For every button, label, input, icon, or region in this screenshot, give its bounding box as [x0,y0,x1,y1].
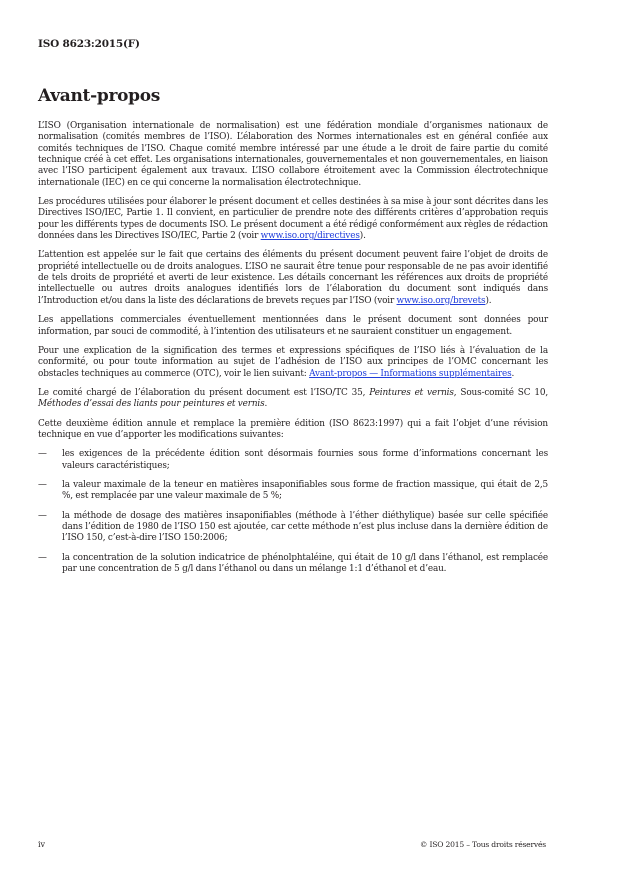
paragraph-text: ). [359,231,366,242]
patents-link[interactable]: www.iso.org/brevets [396,295,486,306]
paragraph-text: , Sous-comité SC 10, [453,387,548,398]
list-item [38,511,548,545]
paragraph-text: L’attention est appelée sur le fait que certains des éléments du présent document peuvent faire l’objet de droits de propriété intellectuelle ou de droits analogues. L’ISO ne saurait être tenue pour responsable de ne pas avoir identifié de tels droits de propriété et averti de leur existence. Les détails concernant les références aux droits de propriété intellectuelle ou autres droits analogues identifiés lors de l’élaboration du document sont indiqués dans l’Introduction et/ou dans la liste des déclarations de brevets reçues par l’ISO (voir [38,250,548,306]
dash-bullet-icon: — [38,510,47,521]
paragraph-text: ). [485,295,492,306]
list-item [38,449,548,472]
foreword-body [38,121,548,583]
list-item-text: la valeur maximale de la teneur en matières insaponifiables sous forme de fraction massique, qui était de 2,5 %, est remplacée par une valeur maximale de 5 %; [62,479,548,502]
directives-link[interactable]: www.iso.org/directives [260,231,360,242]
page-number: iv [38,840,46,849]
list-item [38,480,548,503]
document-identifier: ISO 8623:2015(F) [38,38,140,50]
dash-bullet-icon: — [38,552,47,563]
list-item [38,553,548,576]
committee-title: Peintures et vernis [369,387,454,398]
paragraph-committee [38,388,548,411]
changes-list [38,449,548,575]
subcommittee-title: Méthodes d’essai des liants pour peintures et vernis [38,399,265,410]
paragraph-text: . [511,368,515,379]
paragraph-text: Le comité chargé de l’élaboration du présent document est l’ISO/TC 35, [38,387,370,398]
paragraph-patents [38,250,548,307]
paragraph-procedures [38,197,548,242]
paragraph-trade-names: Les appellations commerciales éventuellement mentionnées dans le présent document sont données pour information, par souci de commodité, à l’intention des utilisateurs et ne sauraient constituer un engagement. [38,315,548,337]
paragraph-conformity [38,346,548,380]
dash-bullet-icon: — [38,479,47,490]
list-item-text: la concentration de la solution indicatrice de phénolphtaléine, qui était de 10 g/l dans l’éthanol, est remplacée par une concentration de 5 g/l dans l’éthanol ou dans un mélange 1:1 d’éthanol et d’eau. [62,552,548,574]
paragraph-iso-intro: L’ISO (Organisation internationale de normalisation) est une fédération mondiale d’organismes nationaux de normalisation (comités membres de l’ISO). L’élaboration des Normes internationales est en général confiée aux comités techniques de l’ISO. Chaque comité membre intéressé par une étude a le droit de faire partie du comité technique créé à cet effet. Les organisations internationales, gouvernementales et non gouvernementales, en liaison avec l’ISO participent également aux travaux. L’ISO collabore étroitement avec la Commission électrotechnique internationale (IEC) en ce qui concerne la normalisation électrotechnique. [38,121,548,188]
list-item-text: la méthode de dosage des matières insaponifiables (méthode à l’éther diéthylique) basée sur celle spécifiée dans l’édition de 1980 de l’ISO 150 est ajoutée, car cette méthode n’est plus incluse dans la dernière édition de l’ISO 150, c’est-à-dire l’ISO 150:2006; [62,510,548,544]
paragraph-text: . [264,399,268,410]
section-title: Avant-propos [38,86,161,106]
list-item-text: les exigences de la précédente édition sont désormais fournies sous forme d’informations concernant les valeurs caractéristiques; [62,449,548,471]
paragraph-edition: Cette deuxième édition annule et remplace la première édition (ISO 8623:1997) qui a fait l’objet d’une révision technique en vue d’apporter les modifications suivantes: [38,418,548,440]
supplementary-info-link[interactable]: Avant-propos — Informations supplémentaires [309,368,512,379]
copyright-notice: © ISO 2015 – Tous droits réservés [419,840,546,849]
paragraph-text: Les procédures utilisées pour élaborer le présent document et celles destinées à sa mise à jour sont décrites dans les Directives ISO/IEC, Partie 1. Il convient, en particulier de prendre note des différents critères d’approbation requis pour les différents types de documents ISO. Le présent document a été rédigé conformément aux règles de rédaction données dans les Directives ISO/IEC, Partie 2 (voir [38,197,548,242]
dash-bullet-icon: — [38,449,47,460]
paragraph-text: Pour une explication de la signification des termes et expressions spécifiques de l’ISO liés à l’évaluation de la conformité, ou pour toute information au sujet de l’adhésion de l’ISO aux principes de l’OMC concernant les obstacles techniques au commerce (OTC), voir le lien suivant: [38,345,548,379]
